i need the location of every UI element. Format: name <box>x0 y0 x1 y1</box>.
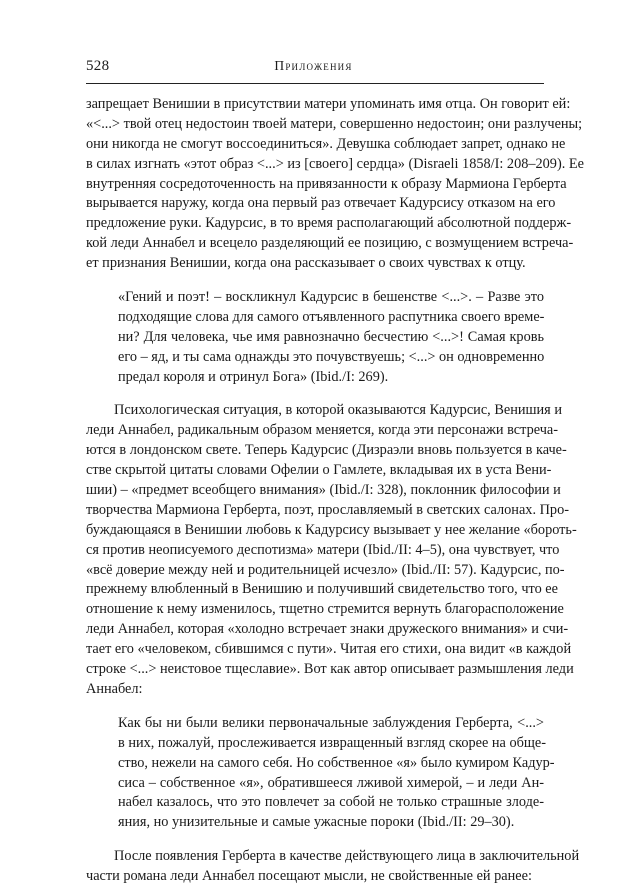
text-line: шии) – «предмет всеобщего внимания» (Ibid./I: 328), поклонник философии и <box>86 482 561 499</box>
quote-line: его – яд, и ты сама однажды это почувствуешь; <...> он одновременно <box>118 348 545 365</box>
block-quote-2 <box>86 714 555 833</box>
text-line: отношение к нему изменилось, тщетно стремится вернуть благорасположение <box>86 601 564 618</box>
quote-line: ни? Для человека, чье имя равнозначно бесчестию <...>! Самая кровь <box>118 328 544 345</box>
text-line: Аннабел: <box>86 680 143 697</box>
text-line: стве скрытой цитаты словами Офелии о Гамлете, вкладывая их в уста Вени- <box>86 462 552 479</box>
text-line: кой леди Аннабел и всецело разделяющий ее позицию, с возмущением встреча- <box>86 235 574 252</box>
paragraph-3 <box>86 847 580 887</box>
text-line: леди Аннабел, радикальным образом меняется, когда эти персонажи встреча- <box>86 422 558 439</box>
quote-line: яния, но унизительные и самые ужасные пороки (Ibid./II: 29–30). <box>118 814 515 831</box>
text-line: они никогда не смогут воссоединиться». Девушка соблюдает запрет, однако не <box>86 135 566 152</box>
block-quote-1 <box>86 288 544 387</box>
quote-line: набел казалось, что это повлечет за собой не только страшные злоде- <box>118 794 544 811</box>
text-line: «всё доверие между ней и родительницей исчезло» (Ibid./II: 57). Кадурсис, по- <box>86 561 565 578</box>
text-line: ются в лондонском свете. Теперь Кадурсис (Дизраэли вновь пользуется в каче- <box>86 442 567 459</box>
quote-line: ство, нежели на самого себя. Но собственное «я» было кумиром Кадур- <box>118 754 555 771</box>
text-line: ет признания Венишии, когда она рассказывает о своих чувствах к отцу. <box>86 255 526 272</box>
paragraph-1 <box>86 95 584 274</box>
quote-line: Как бы ни были велики первоначальные заблуждения Герберта, <...> <box>118 714 544 731</box>
quote-line: подходящие слова для самого отъявленного распутника своего време- <box>118 308 545 325</box>
text-line: части романа леди Аннабел посещают мысли, не свойственные ей ранее: <box>86 868 532 885</box>
text-line: в силах изгнать «этот образ <...> из [своего] сердца» (Disraeli 1858/I: 208–209). Ее <box>86 155 584 172</box>
quote-line: «Гений и поэт! – воскликнул Кадурсис в бешенстве <...>. – Разве это <box>118 289 544 306</box>
text-line: тает его «человеком, сбившимся с пути». Читая его стихи, она видит «в каждой <box>86 641 572 658</box>
text-line: «<...> твой отец недостоин твоей матери, совершенно недостоин; они разлучены; <box>86 115 583 132</box>
text-line: строке <...> неистовое тщеславие». Вот как автор описывает размышления леди <box>86 661 574 678</box>
text-line: запрещает Венишии в присутствии матери упоминать имя отца. Он говорит ей: <box>86 96 571 112</box>
page-body <box>86 95 584 887</box>
text-line: внутренняя сосредоточенность на привязанности к образу Мармиона Герберта <box>86 175 567 192</box>
running-title: Приложения <box>274 58 353 73</box>
header-rule <box>86 83 544 84</box>
text-line: ся против неописуемого деспотизма» матери (Ibid./II: 4–5), она чувствует, что <box>86 541 560 558</box>
text-line: предложение руки. Кадурсис, в то время располагающий абсолютной поддерж- <box>86 215 572 232</box>
quote-line: в них, пожалуй, прослеживается извращенный взгляд скорее на обще- <box>118 734 546 751</box>
text-line: леди Аннабел, которая «холодно встречает знаки дружеского внимания» и счи- <box>86 621 569 638</box>
text-line: буждающаяся в Венишии любовь к Кадурсису вызывает у нее желание «бороть- <box>86 521 577 538</box>
text-line: После появления Герберта в качестве действующего лица в заключительной <box>114 848 580 865</box>
text-line: прежнему влюбленный в Венишию и получивший свидетельство того, что ее <box>86 581 558 598</box>
quote-line: предал короля и отринул Бога» (Ibid./I: 269). <box>118 368 389 385</box>
quote-line: сиса – собственное «я», обратившееся лживой химерой, – и леди Ан- <box>118 774 544 791</box>
text-line: вырывается наружу, когда она первый раз отвечает Кадурсису отказом на его <box>86 195 556 212</box>
text-line: творчества Мармиона Герберта, поэт, прославляемый в светских салонах. Про- <box>86 501 569 518</box>
text-line: Психологическая ситуация, в которой оказываются Кадурсис, Венишия и <box>114 402 562 419</box>
page-number: 528 <box>86 58 110 74</box>
paragraph-2 <box>86 401 577 699</box>
